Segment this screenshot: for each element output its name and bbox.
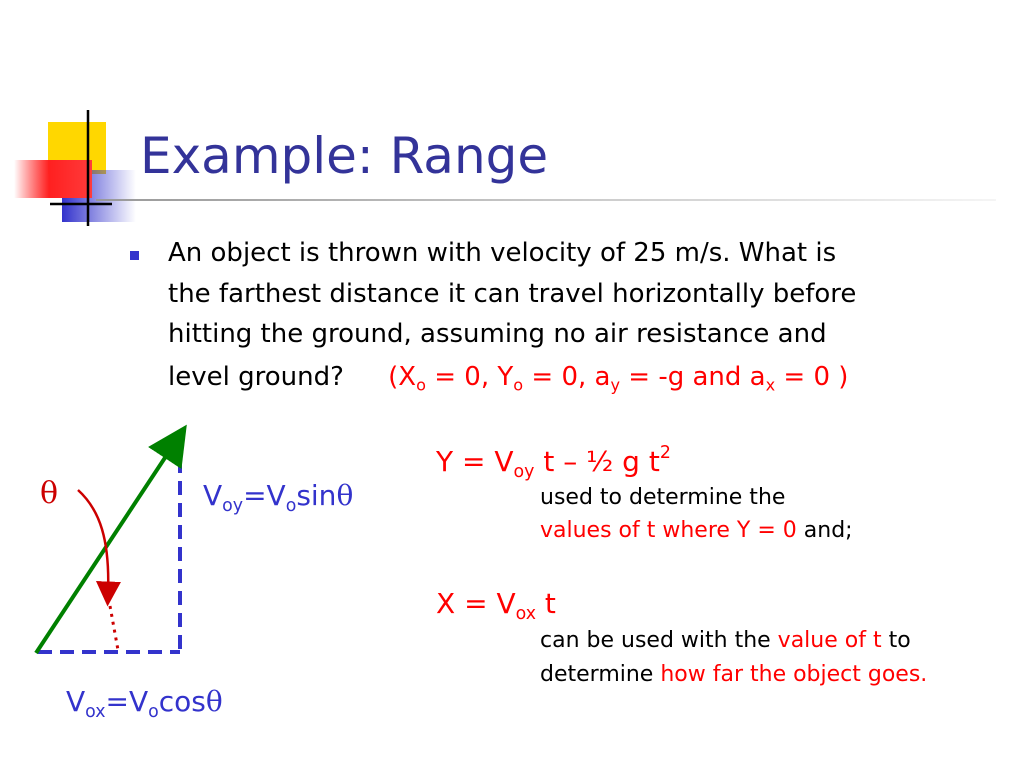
voy-formula: $V_{oy}=V_o\sin\theta$: [203, 479, 354, 517]
angle-dotted-line: [110, 606, 118, 650]
theta-label: θ: [40, 476, 59, 511]
y-equation: $Y = V_{oy}$ t – ½ g $t^2$: [436, 442, 671, 483]
slide-title: Example: Range: [140, 127, 549, 185]
initial-conditions: ($X_o = 0$, $Y_o = 0$, $a_y = -g$ and $a_x = 0$ ): [388, 362, 849, 395]
velocity-vector-arrow: [36, 438, 178, 653]
vox-formula: $V_{ox}=V_o\cos\theta$: [66, 685, 223, 723]
bullet-marker: [130, 251, 139, 260]
title-underline: [96, 199, 996, 203]
title-decoration: [0, 100, 140, 230]
question-line-3: hitting the ground, assuming no air resistance and: [168, 319, 827, 349]
x-equation: $X = V_{ox}$ t: [436, 587, 556, 625]
question-line-1: An object is thrown with velocity of 25 m/s. What is: [168, 238, 837, 268]
x-equation-note-1: can be used with the value of t to: [540, 628, 911, 653]
deco-red-bar: [14, 160, 92, 198]
y-equation-note-2: values of t where Y = 0 and;: [540, 518, 853, 543]
x-equation-note-2: determine how far the object goes.: [540, 662, 928, 687]
y-equation-note-1: used to determine the: [540, 485, 786, 510]
velocity-diagram: [0, 420, 260, 670]
question-line-2: the farthest distance it can travel horizontally before: [168, 279, 857, 309]
question-line-4-text: level ground?: [168, 362, 344, 392]
angle-indicator-arrow: [78, 490, 108, 594]
question-line-4: [168, 357, 848, 397]
